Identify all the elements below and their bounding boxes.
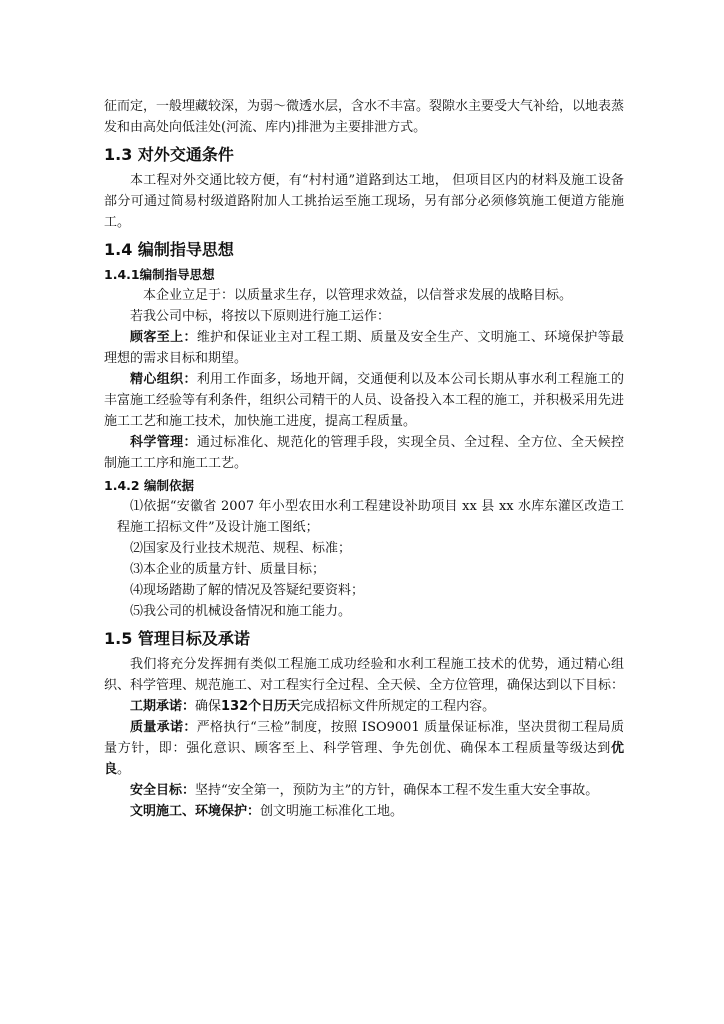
goal-text-post: 。 [117,762,131,777]
heading-1-4-2: 1.4.2 编制依据 [104,478,194,493]
heading-1-4: 1.4 编制指导思想 [104,240,234,259]
paragraph-strategy: 本企业立足于：以质量求生存，以管理求效益，以信誉求发展的战略目标。 [143,288,573,303]
heading-1-3: 1.3 对外交通条件 [104,145,234,164]
goal-safety [104,780,624,801]
goal-days: 132个日历天 [221,699,301,714]
paragraph-principles: 若我公司中标，将按以下原则进行施工运作： [130,309,391,324]
basis-item-3: ⑶本企业的质量方针、质量目标； [130,562,326,577]
goal-text-post: 完成招标文件所规定的工程内容。 [300,699,496,714]
principle-text: 利用工作面多，场地开阔，交通便利以及本公司长期从事水利工程施工的丰富施工经验等有利条件，组织公司精干的人员、设备投入本工程的施工，并积极采用先进施工工艺和施工技术，加快施工进度，提高工程质量。 [104,372,625,429]
principle-text: 维护和保证业主对工程工期、质量及安全生产、文明施工、环境保护等最理想的需求目标和期望。 [104,330,624,366]
basis-item-4: ⑷现场踏勘了解的情况及答疑纪要资料； [130,583,365,598]
principle-text: 通过标准化、规范化的管理手段，实现全员、全过程、全方位、全天候控制施工工序和施工工艺。 [104,435,624,471]
goal-civilized-construction [104,801,624,822]
basis-item-1: ⑴依据“安徽省 2007 年小型农田水利工程建设补助项目 xx 县 xx 水库东灌区改造工程施工招标文件”及设计施工图纸； [117,499,624,535]
goal-label: 文明施工、环境保护： [130,804,261,819]
basis-item-5: ⑸我公司的机械设备情况和施工能力。 [130,604,352,619]
goal-duration [104,696,624,717]
goal-text-pre: 确保 [195,699,222,714]
heading-1-4-1: 1.4.1编制指导思想 [104,267,215,282]
goal-text: 创文明施工标准化工地。 [260,804,404,819]
goal-quality [104,717,624,780]
paragraph-traffic: 本工程对外交通比较方便，有“村村通”道路到达工地， 但项目区内的材料及施工设备部分可通过简易村级道路附加人工挑抬运至施工现场，另有部分必须修筑施工便道方能施工。 [104,173,624,230]
goal-grade: 优良 [104,741,624,777]
document-page [104,96,624,822]
principle-label: 科学管理： [130,435,197,450]
principle-organization [104,369,624,432]
basis-item-2: ⑵国家及行业技术规范、规程、标准； [130,541,352,556]
paragraph-goals-intro: 我们将充分发挥拥有类似工程施工成功经验和水利工程施工技术的优势，通过精心组织、科学管理、规范施工、对工程实行全过程、全天候、全方位管理，确保达到以下目标： [104,657,625,693]
goal-text-pre: 严格执行“三检”制度，按照 ISO9001 质量保证标准，坚决贯彻工程局质量方针，即：强化意识、顾客至上、科学管理、争先创优、确保本工程质量等级达到 [104,720,624,756]
heading-1-5: 1.5 管理目标及承诺 [104,629,250,648]
goal-label: 质量承诺： [130,720,197,735]
goal-label: 安全目标： [130,783,196,798]
goal-text: 坚持“安全第一，预防为主”的方针，确保本工程不发生重大安全事故。 [195,783,599,798]
paragraph-groundwater: 征而定，一般埋藏较深，为弱～微透水层，含水不丰富。裂隙水主要受大气补给，以地表蒸发和由高处向低洼处(河流、库内)排泄为主要排泄方式。 [104,99,625,135]
principle-label: 精心组织： [130,372,197,387]
principle-management [104,432,624,474]
goal-label: 工期承诺： [130,699,196,714]
principle-customer [104,327,624,369]
principle-label: 顾客至上： [130,330,197,345]
